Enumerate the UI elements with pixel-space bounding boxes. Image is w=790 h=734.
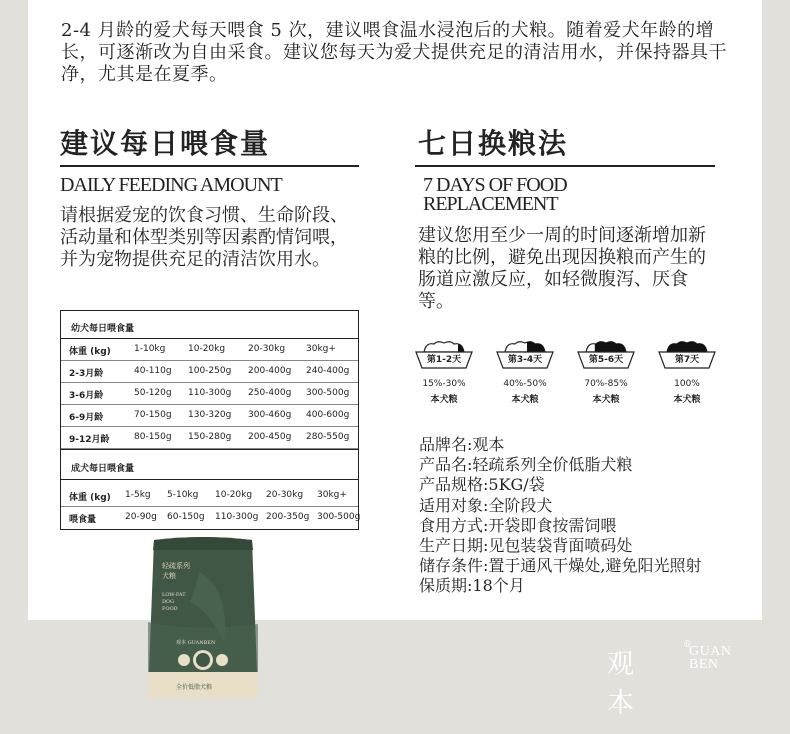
stage-label: 第7天 xyxy=(674,355,700,365)
table-cell: 300-460g xyxy=(248,410,292,420)
replacement-title-rule xyxy=(415,165,715,167)
table-cell: 9-12月龄 xyxy=(69,435,110,445)
brand-en-line2: BEN xyxy=(689,657,719,672)
replacement-title-en-line2: REPLACEMENT xyxy=(423,193,558,215)
stage-sub: 本犬粮 xyxy=(673,395,701,405)
puppy-table-header xyxy=(61,339,358,361)
table-cell: 80-150g xyxy=(134,432,172,442)
product-info-line: 产品名:轻疏系列全价低脂犬粮 xyxy=(419,455,633,475)
table-cell: 70-150g xyxy=(134,410,172,420)
table-cell: 300-500g xyxy=(317,512,361,522)
table-cell: 110-300g xyxy=(188,388,232,398)
product-info-line: 储存条件:置于通风干燥处,避免阳光照射 xyxy=(419,556,702,576)
product-bag-image xyxy=(140,532,266,702)
stage-sub: 本犬粮 xyxy=(511,395,539,405)
registered-mark: ® xyxy=(683,640,692,650)
stage-label: 第5-6天 xyxy=(588,355,624,365)
stage-sub: 本犬粮 xyxy=(592,395,620,405)
product-info-line: 适用对象:全阶段犬 xyxy=(419,495,553,515)
table-row xyxy=(61,383,358,405)
replacement-description: 建议您用至少一周的时间逐渐增加新粮的比例，避免出现因换粮而产生的肠道应激反应，如轻微腹泻、厌食等。 xyxy=(418,225,706,312)
brand-name-en xyxy=(689,645,731,671)
table-row xyxy=(61,427,358,449)
adult-table-title: 成犬每日喂食量 xyxy=(71,464,135,474)
table-cell: 10-20kg xyxy=(188,344,226,354)
table-cell: 1-10kg xyxy=(134,344,166,354)
replacement-title-en-line1: 7 DAYS OF FOOD xyxy=(423,174,567,196)
adult-table-header xyxy=(61,485,358,507)
table-cell: 250-400g xyxy=(248,388,292,398)
stage-item xyxy=(493,334,557,414)
table-cell: 体重 (kg) xyxy=(69,347,111,357)
table-cell: 20-90g xyxy=(125,512,157,522)
table-cell: 30kg+ xyxy=(317,490,347,500)
table-cell: 200-400g xyxy=(248,366,292,376)
svg-text:LOW-FAT: LOW-FAT xyxy=(162,592,186,598)
product-info xyxy=(419,435,701,597)
table-cell: 体重 (kg) xyxy=(69,493,111,503)
replacement-title-cn: 七日换粮法 xyxy=(418,127,569,160)
table-cell: 3-6月龄 xyxy=(69,391,104,401)
table-row xyxy=(61,405,358,427)
product-info-line: 品牌名:观本 xyxy=(419,435,505,454)
svg-text:全价低脂犬粮: 全价低脂犬粮 xyxy=(176,684,213,691)
svg-text:轻疏系列: 轻疏系列 xyxy=(162,562,190,570)
table-cell: 1-5kg xyxy=(125,490,151,500)
feeding-table xyxy=(60,310,359,530)
intro-paragraph: 2-4 月龄的爱犬每天喂食 5 次，建议喂食温水浸泡后的犬粮。随着爱犬年龄的增长，可逐渐改为自由采食。建议您每天为爱犬提供充足的清洁用水，并保持器具干净，尤其是在夏季。 xyxy=(61,20,727,85)
puppy-table-title: 幼犬每日喂食量 xyxy=(71,324,135,334)
feeding-title-rule xyxy=(60,165,359,167)
stage-percent: 15%-30% xyxy=(422,379,466,389)
stage-label: 第3-4天 xyxy=(507,355,543,365)
svg-text:DOG: DOG xyxy=(162,599,175,605)
table-cell: 130-320g xyxy=(188,410,232,420)
stage-item xyxy=(574,334,638,414)
product-info-line: 生产日期:见包装袋背面喷码处 xyxy=(419,536,633,556)
stage-percent: 70%-85% xyxy=(584,379,628,389)
table-cell: 110-300g xyxy=(215,512,259,522)
stage-item xyxy=(412,334,476,414)
table-cell: 240-400g xyxy=(306,366,350,376)
stage-item xyxy=(655,334,719,414)
feeding-description: 请根据爱宠的饮食习惯、生命阶段、活动量和体型类别等因素酌情饲喂，并为宠物提供充足的清洁饮用水。 xyxy=(60,205,348,270)
product-info-line: 产品规格:5KG/袋 xyxy=(419,475,545,495)
table-cell: 150-280g xyxy=(188,432,232,442)
table-row xyxy=(61,361,358,383)
table-cell: 50-120g xyxy=(134,388,172,398)
table-cell: 200-350g xyxy=(266,512,310,522)
stage-sub: 本犬粮 xyxy=(430,395,458,405)
feeding-title-en: DAILY FEEDING AMOUNT xyxy=(60,174,282,196)
table-cell: 300-500g xyxy=(306,388,350,398)
svg-text:犬粮: 犬粮 xyxy=(162,572,176,580)
brand-en-line1: GUAN xyxy=(689,644,732,659)
table-divider xyxy=(61,449,358,450)
table-divider xyxy=(61,479,358,480)
table-cell: 10-20kg xyxy=(215,490,253,500)
table-cell: 400-600g xyxy=(306,410,350,420)
table-cell: 100-250g xyxy=(188,366,232,376)
table-cell: 30kg+ xyxy=(306,344,336,354)
table-cell: 200-450g xyxy=(248,432,292,442)
feeding-title-cn: 建议每日喂食量 xyxy=(60,127,271,160)
replacement-stages xyxy=(412,334,742,414)
svg-text:观本 GUANBEN: 观本 GUANBEN xyxy=(176,640,216,646)
table-cell: 2-3月龄 xyxy=(69,369,104,379)
table-cell: 6-9月龄 xyxy=(69,413,104,423)
svg-text:FOOD: FOOD xyxy=(162,606,178,612)
product-info-line: 保质期:18个月 xyxy=(419,576,525,596)
table-cell: 280-550g xyxy=(306,432,350,442)
table-cell: 喂食量 xyxy=(69,515,97,525)
table-cell: 40-110g xyxy=(134,366,172,376)
table-cell: 20-30kg xyxy=(266,490,304,500)
product-info-line: 食用方式:开袋即食按需饲喂 xyxy=(419,515,617,535)
brand-name-cn: 观本 xyxy=(607,649,638,719)
table-row xyxy=(61,507,361,529)
stage-label: 第1-2天 xyxy=(426,355,462,365)
table-cell: 60-150g xyxy=(167,512,205,522)
stage-percent: 100% xyxy=(674,379,700,389)
stage-percent: 40%-50% xyxy=(503,379,547,389)
table-cell: 5-10kg xyxy=(167,490,199,500)
table-cell: 20-30kg xyxy=(248,344,286,354)
